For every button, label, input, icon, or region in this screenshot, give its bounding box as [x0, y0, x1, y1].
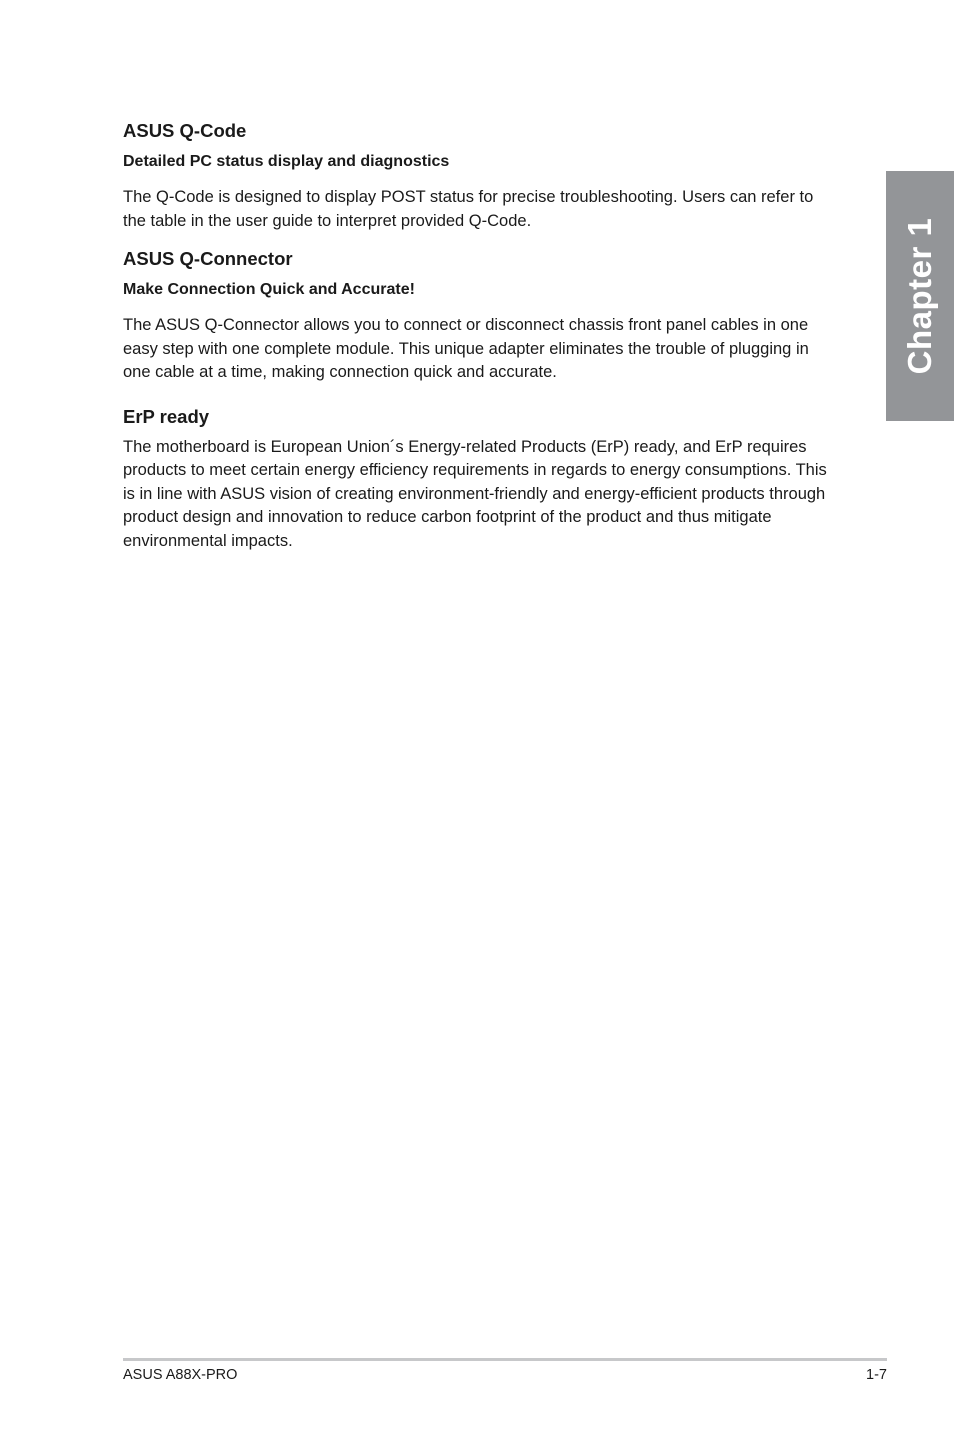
section-q-connector — [123, 245, 835, 385]
chapter-tab — [886, 171, 954, 421]
page-content — [123, 117, 835, 553]
section-q-code — [123, 117, 835, 233]
section-subtitle: Make Connection Quick and Accurate! — [123, 281, 415, 298]
section-erp-ready — [123, 403, 835, 554]
section-title: ASUS Q-Code — [123, 120, 247, 141]
footer-divider — [123, 1358, 887, 1361]
section-body: The Q-Code is designed to display POST status for precise troubleshooting. Users can refer to the table in the user guide to interpret provided Q-Code. — [123, 188, 814, 230]
footer-product-name: ASUS A88X-PRO — [123, 1367, 238, 1383]
chapter-label: Chapter 1 — [901, 217, 938, 375]
section-body: The ASUS Q-Connector allows you to connect or disconnect chassis front panel cables in one easy step with one complete module. This unique adapter eliminates the trouble of plugging in one cable at a time, making connection quick and accurate. — [123, 316, 809, 381]
section-body: The motherboard is European Union´s Energy-related Products (ErP) ready, and ErP requires products to meet certain energy efficiency requirements in regards to energy consumptions. This is in line with ASUS vision of creating environment-friendly and energy-efficient products through product design and innovation to reduce carbon footprint of the product and thus mitigate environmental impacts. — [123, 437, 827, 550]
section-title: ASUS Q-Connector — [123, 248, 293, 269]
footer-page-number: 1-7 — [866, 1367, 887, 1383]
section-title: ErP ready — [123, 405, 210, 427]
section-subtitle: Detailed PC status display and diagnostics — [123, 153, 450, 170]
